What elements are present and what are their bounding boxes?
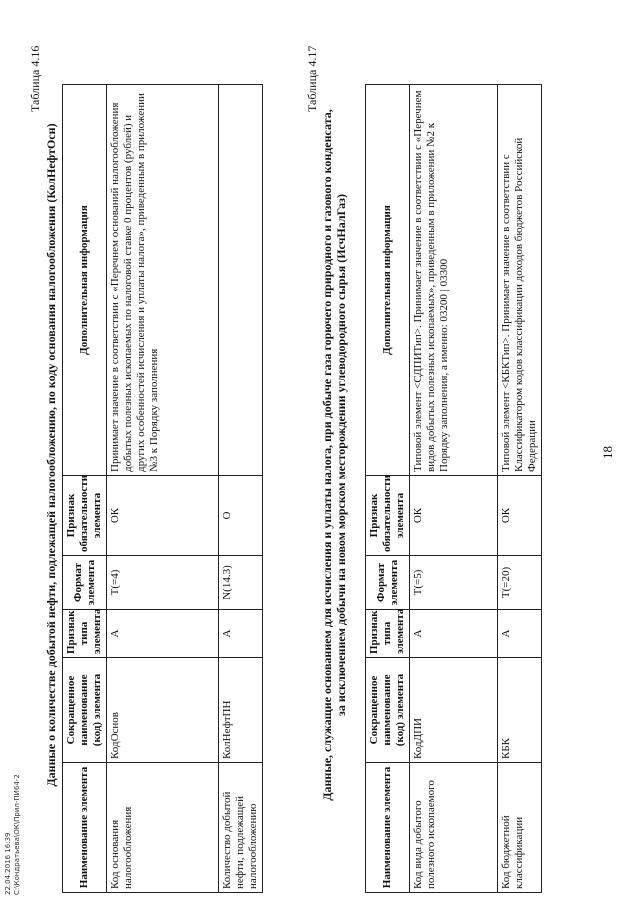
- table-4-17-label: Таблица 4.17: [305, 45, 319, 112]
- table-cell: Типовой элемент <КБКТип>. Принимает значение в соответствии с Классификатором кодов классификации доходов бюджетов Российской Федерации: [498, 85, 542, 476]
- table-cell: ОК: [107, 476, 219, 556]
- table-cell: Принимает значение в соответствии с «Перечнем оснований налогообложения добытых полезных ископаемых по налоговой ставке 0 процентов (рублей) и других особенностей исчисления и уплаты налога», приведенным в приложении №3 к Порядку заполнения: [107, 85, 219, 476]
- table-cell: КБК: [498, 658, 542, 763]
- header-cell: Сокращенное наименование (код) элемента: [63, 658, 107, 763]
- header-cell: Наименование элемента: [366, 763, 410, 893]
- table-cell: ОК: [498, 476, 542, 556]
- table-4-17-title-line1: Данные, служащие основанием для исчисления и уплаты налога, при добыче газа горючего природного и газового конденсата,: [320, 109, 334, 801]
- table-cell: Код бюджетной классификации: [498, 763, 542, 893]
- footer-file-path: С:\Кондратьева\ОК\Прил-ПИ64-2: [13, 774, 21, 895]
- header-cell: Наименование элемента: [63, 763, 107, 893]
- table-cell: N(14.3): [219, 556, 263, 610]
- header-cell: Признак обязательности элемента: [366, 476, 410, 556]
- table-cell: Типовой элемент <СДПИТип>. Принимает значение в соответствии с «Перечнем видов добытых полезных ископаемых», приведенным в приложении №2 к Порядку заполнения, а именно: 03200 | 03300: [410, 85, 498, 476]
- table-4-17-title-line2: за исключением добычи на новом морском месторождении углеводородного сырья (ИсчНалГаз): [334, 194, 348, 716]
- table-header-row: [366, 85, 410, 893]
- header-cell: Сокращенное наименование (код) элемента: [366, 658, 410, 763]
- table-cell: А: [410, 610, 498, 658]
- table-row: [410, 85, 498, 893]
- table-row: [107, 85, 219, 893]
- table-cell: О: [219, 476, 263, 556]
- table-row: [498, 85, 542, 893]
- table-4-17: [365, 84, 542, 893]
- table-cell: Код основания налогообложения: [107, 763, 219, 893]
- file-footer: [4, 774, 22, 895]
- header-cell: Признак типа элемента: [366, 610, 410, 658]
- header-cell: Формат элемента: [63, 556, 107, 610]
- table-header-row: [63, 85, 107, 893]
- header-cell: Дополнительная информация: [63, 85, 107, 476]
- table-cell: [219, 85, 263, 476]
- header-cell: Признак типа элемента: [63, 610, 107, 658]
- table-row: [219, 85, 263, 893]
- table-4-16: [62, 84, 263, 893]
- header-cell: Признак обязательности элемента: [63, 476, 107, 556]
- table-cell: Количество добытой нефти, подлежащей налогообложению: [219, 763, 263, 893]
- table-4-16-title: Данные о количестве добытой нефти, подлежащей налогообложению, по коду основания налогообложения (КолНефтОсн): [44, 123, 58, 787]
- table-cell: Код вида добытого полезного ископаемого: [410, 763, 498, 893]
- table-4-16-label: Таблица 4.16: [28, 45, 42, 112]
- table-cell: ОК: [410, 476, 498, 556]
- header-cell: Дополнительная информация: [366, 85, 410, 476]
- table-cell: T(=5): [410, 556, 498, 610]
- table-4-17-title: [320, 10, 348, 900]
- table-cell: T(=20): [498, 556, 542, 610]
- table-cell: КодОснов: [107, 658, 219, 763]
- footer-timestamp: 22.04.2016 16:39: [4, 832, 12, 895]
- table-cell: T(=4): [107, 556, 219, 610]
- table-cell: КодДПИ: [410, 658, 498, 763]
- header-cell: Формат элемента: [366, 556, 410, 610]
- table-cell: А: [219, 610, 263, 658]
- table-cell: А: [498, 610, 542, 658]
- table-cell: А: [107, 610, 219, 658]
- page-number: 18: [600, 446, 615, 459]
- table-cell: КолНефтПН: [219, 658, 263, 763]
